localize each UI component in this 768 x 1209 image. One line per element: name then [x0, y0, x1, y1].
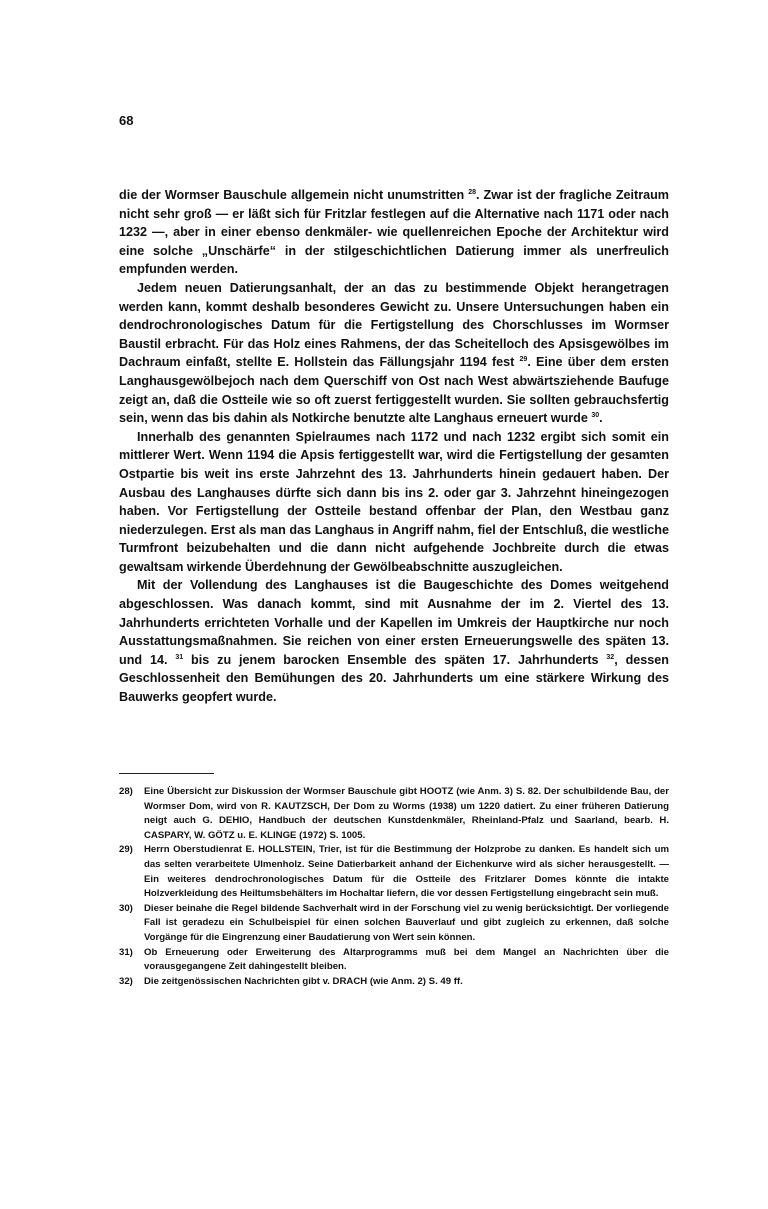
footnote-divider [119, 773, 214, 774]
paragraph: die der Wormser Bauschule allgemein nicht unumstritten $^{28}$. Zwar ist der fragliche Zeitraum nicht sehr groß — er läßt sich für Fritzlar festlegen auf die Alternative nach 1171 oder nach 1232 —, aber in einer ebenso denkmäler- wie quellenreichen Epoche der Architektur wird eine solche „Unschärfe“ in der stilgeschichtlichen Datierung immer als unerfreulich empfunden werden. [119, 188, 669, 277]
footnote-number: 28) [119, 786, 133, 797]
footnote-number: 32) [119, 975, 133, 987]
footnote-text: Dieser beinahe die Regel bildende Sachverhalt wird in der Forschung viel zu wenig berücksichtigt. Der vorliegende Fall ist geradezu ein Schulbeispiel für einen solchen Bauverlauf und gibt zugleich zu erkennen, daß solche Vorgänge für die Eingrenzung einer Baudatierung von Wert sein können. [144, 902, 669, 943]
footnote [119, 785, 669, 843]
footnote-ref: 32 [606, 653, 615, 661]
footnote-text: Eine Übersicht zur Diskussion der Wormser Bauschule gibt HOOTZ (wie Anm. 3) S. 82. Der schulbildende Bau, der Wormser Dom, wird von R. KAUTZSCH, Der Dom zu Worms (1938) um 1220 datiert. Zu einer früheren Datierung neigt auch G. DEHIO, Handbuch der deutschen Kunstdenkmäler, Rheinland-Pfalz und Saarland, bearb. H. CASPARY, W. GÖTZ u. E. KLINGE (1972) S. 1005. [144, 786, 669, 841]
footnote [119, 902, 669, 946]
footnote-text: Herrn Oberstudienrat E. HOLLSTEIN, Trier, ist für die Bestimmung der Holzprobe zu danken. Es handelt sich um das selten verarbeitete Ulmenholz. Seine Datierbarkeit anhand der Eichenkurve wird als sicher herausgestellt. — Ein weiteres dendrochronologisches Datum für die Ostteile des Fritzlarer Domes könnte die intakte Holzverkleidung des Heiltumsbehälters im Hochaltar liefern, die vor dessen Fertigstellung eingebracht sein muß. [144, 844, 669, 900]
footnote-ref: 30 [591, 411, 600, 419]
footnote [119, 946, 669, 975]
paragraph: Jedem neuen Datierungsanhalt, der an das zu bestimmende Objekt herangetragen werden kann, kommt deshalb besonderes Gewicht zu. Unsere Untersuchungen haben ein dendrochronologisches Datum für die Fertigstellung des Chorschlusses im Wormser Baustil erbracht. Für das Holz eines Rahmens, der das Scheitelloch des Apsisgewölbes im Dachraum einfaßt, stellte E. Hollstein das Fällungsjahr 1194 fest $^{29}$. Eine über dem ersten Langhausgewölbejoch nach dem Querschiff von Ost nach West abwärtsziehende Baufuge zeigt an, daß die Ostteile wie so oft zuerst fertiggestellt wurden. Sie sollten gebrauchsfertig sein, wenn das bis dahin als Notkirche benutzte alte Langhaus erneuert wurde $^{30}$. [119, 280, 669, 426]
footnote-number: 30) [119, 902, 133, 914]
footnote-text: Die zeitgenössischen Nachrichten gibt v. DRACH (wie Anm. 2) S. 49 ff. [144, 975, 463, 987]
footnote-number: 29) [119, 844, 133, 856]
footnote-ref: 31 [175, 653, 184, 661]
footnote [119, 843, 669, 901]
footnote-ref: 29 [519, 356, 528, 364]
footnote [119, 975, 669, 990]
footnote-number: 31) [119, 946, 133, 958]
paragraph: Mit der Vollendung des Langhauses ist die Baugeschichte des Domes weitgehend abgeschlossen. Was danach kommt, sind mit Ausnahme der im 2. Viertel des 13. Jahrhunderts errichteten Vorhalle und der Kapellen im Umkreis der Hauptkirche nur noch Ausstattungsmaßnahmen. Sie reichen von einer ersten Erneuerungswelle des späten 13. und 14. $^{31}$ bis zu jenem barocken Ensemble des späten 17. Jahrhunderts $^{32}$, dessen Geschlossenheit den Bemühungen des 20. Jahrhunderts um eine stärkere Wirkung des Bauwerks geopfert wurde. [119, 578, 669, 705]
footnotes [119, 785, 669, 989]
page-number: 68 [119, 113, 134, 128]
footnote-ref: 28 [468, 188, 476, 196]
main-text [119, 186, 669, 707]
footnote-text: Ob Erneuerung oder Erweiterung des Altarprogramms muß bei dem Mangel an Nachrichten über die vorausgegangene Zeit dahingestellt bleiben. [144, 946, 669, 973]
paragraph: Innerhalb des genannten Spielraumes nach 1172 und nach 1232 ergibt sich somit ein mittlerer Wert. Wenn 1194 die Apsis fertiggestellt war, wird die Fertigstellung der gesamten Ostpartie bis weit ins erste Jahrzehnt des 13. Jahrhunderts hinein gedauert haben. Der Ausbau des Langhauses dürfte sich dann bis ins 2. oder gar 3. Jahrzehnt hineingezogen haben. Vor Fertigstellung der Ostteile bestand offenbar der Plan, den Westbau ganz niederzulegen. Erst als man das Langhaus in Angriff nahm, fiel der Entschluß, die westliche Turmfront beizubehalten und die dann nicht aufgehende Jochbreite durch die etwas gewaltsam wirkende Überdehnung der Gewölbeabschnitte auszugleichen. [119, 429, 669, 574]
